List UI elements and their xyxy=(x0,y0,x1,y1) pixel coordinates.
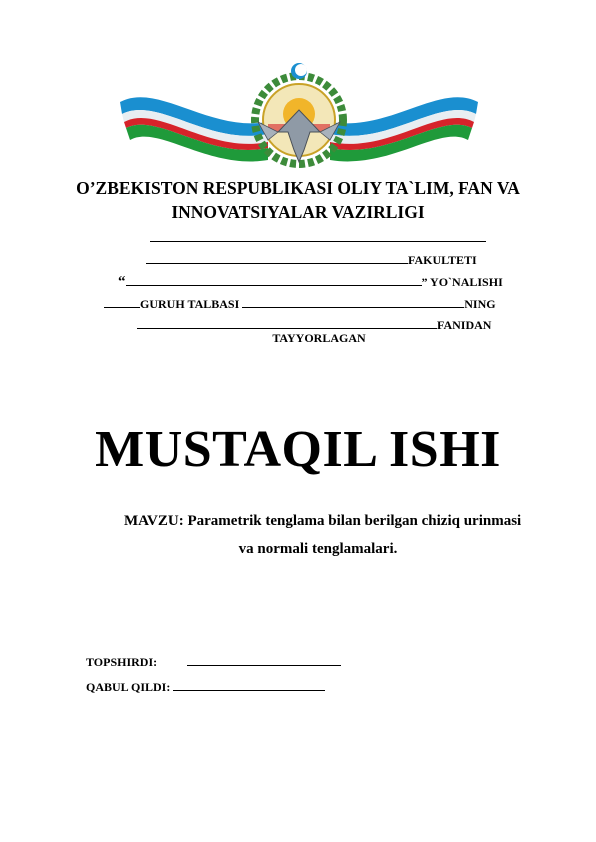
ministry-line-2: INNOVATSIYALAR VAZIRLIGI xyxy=(171,202,425,222)
accepted-blank xyxy=(173,678,325,691)
group-line xyxy=(104,295,496,312)
blank-line xyxy=(150,229,486,242)
submitted-row xyxy=(86,653,341,670)
blank-line xyxy=(126,273,422,286)
topic-line-1: MAVZU: Parametrik tenglama bilan berilgan chiziq urinmasi xyxy=(124,513,522,529)
prepared-line xyxy=(0,331,596,346)
topic-line-2: va normali tenglamalari. xyxy=(238,541,398,557)
direction-line xyxy=(118,273,503,291)
ministry-heading xyxy=(60,176,536,224)
subject-label: FANIDAN xyxy=(437,318,492,332)
blank-line xyxy=(146,251,408,264)
prepared-label: TAYYORLAGAN xyxy=(272,331,366,345)
state-emblem xyxy=(118,62,480,174)
left-ribbon xyxy=(120,97,268,161)
submitted-label: TOPSHIRDI: xyxy=(86,655,158,669)
student-label: NING xyxy=(464,297,496,311)
ministry-line-1: O’ZBEKISTON RESPUBLIKASI OLIY TA`LIM, FAN VA xyxy=(76,178,520,198)
blank-line xyxy=(242,295,464,308)
open-quote: “ xyxy=(118,274,126,290)
faculty-line xyxy=(146,251,477,268)
faculty-label: FAKULTETI xyxy=(408,253,477,267)
accepted-label: QABUL QILDI: xyxy=(86,680,171,694)
submitted-blank xyxy=(187,653,341,666)
group-label: GURUH TALBASI xyxy=(140,297,240,311)
document-title: MUSTAQIL ISHI xyxy=(95,421,501,478)
blank-line xyxy=(137,316,437,329)
accepted-row xyxy=(86,678,325,695)
blank-line xyxy=(104,295,140,308)
right-ribbon xyxy=(330,97,478,161)
direction-label: ” YO`NALISHI xyxy=(421,275,503,289)
university-blank xyxy=(150,229,486,246)
